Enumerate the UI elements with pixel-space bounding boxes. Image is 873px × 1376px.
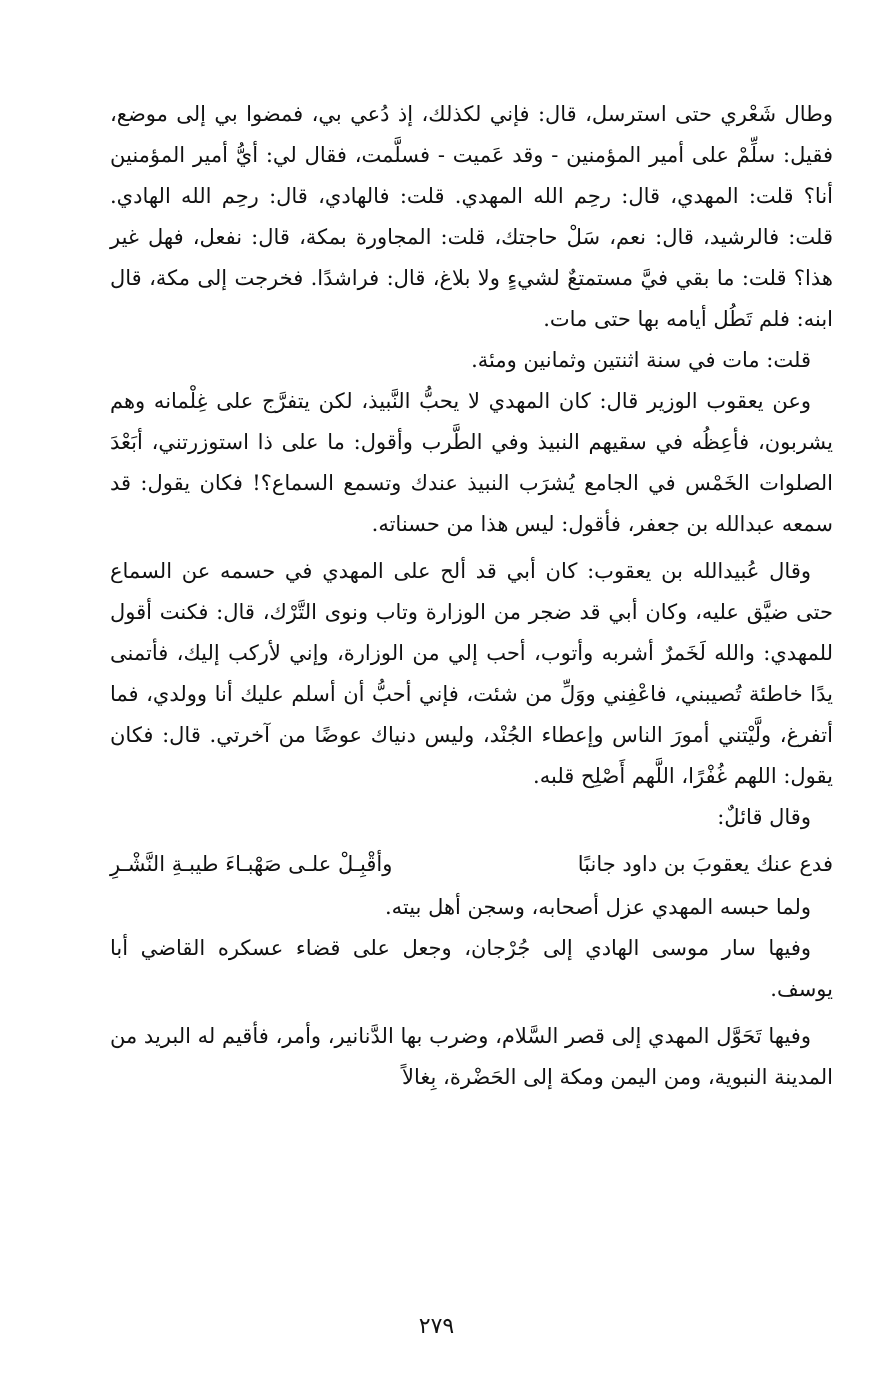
paragraph-rashid-audience: وطال شَعْري حتى استرسل، قال: فإني لكذلك، إذ دُعي بي، فمضوا بي إلى موضع، فقيل: سلِّمْ على أمير المؤمنين - وقد عَميت - فسلَّمت، فقال لي: أيُّ أمير المؤمنين أنا؟ قلت: المهدي، قال: رحِم الله المهدي. قلت: فالهادي، قال: رحِم الله الهادي. قلت: فالرشيد، قال: نعم، سَلْ حاجتك، قلت: المجاورة بمكة، قال: نفعل، فهل غير هذا؟ قلت: ما بقي فيَّ مستمتعٌ لشيءٍ ولا بلاغ، قال: فراشدًا. فخرجت إلى مكة، قال ابنه: فلم تَطُل أيامه بها حتى مات. [110,102,833,331]
paragraph-yaqub-wazir-nabidh: وعن يعقوب الوزير قال: كان المهدي لا يحبُّ النَّبيذ، لكن يتفرَّج على غِلْمانه وهم يشربون، فأعِظُه في سقيهم النبيذ وفي الطَّرب وأقول: ما على ذا استوزرتني، أبَعْدَ الصلوات الخَمْس في الجامع يُشرَب النبيذ عندك وتسمع السماع؟! فكان يقول: قد سمعه عبدالله بن جعفر، فأقول: ليس هذا من حسناته. [110,389,833,536]
verse-second-hemistich: وأقْبِـلْ علـى صَهْبـاءَ طيبـةِ النَّشْـرِ [110,852,393,876]
paragraph-imprisonment: ولما حبسه المهدي عزل أصحابه، وسجن أهل بيته. [384,895,811,919]
paragraph-death-note: قلت: مات في سنة اثنتين وثمانين ومئة. [471,348,811,372]
paragraph-ubaydallah-account: وقال عُبيدالله بن يعقوب: كان أبي قد ألح على المهدي في حسمه عن السماع حتى ضيَّق عليه، وكان أبي قد ضجر من الوزارة وتاب ونوى التَّرْك، قال: فكنت أقول للمهدي: والله لَخَمرٌ أشربه وأتوب، أحب إلي من الوزارة، وإني لأركب إليك، فأتمنى يدًا خاطئة تُصيبني، فاعْفِني ووَلِّ من شئت، فإني أحبُّ أن أسلم عليك أنا وولدي، فما أتفرغ، ولَّيْتني أمورَ الناس وإعطاء الجُنْد، وليس دنياك عوضًا من آخرتي. قال: فكان يقول: اللهم غُفْرًا، اللَّهم أَصْلِح قلبه. [110,559,833,788]
page-number: ٢٧٩ [418,1314,455,1339]
poetry-verse [110,844,833,885]
paragraph-musa-jurjan: وفيها سار موسى الهادي إلى جُرْجان، وجعل على قضاء عسكره القاضي أبا يوسف. [110,936,833,1001]
paragraph-poet-intro: وقال قائلٌ: [717,805,811,829]
page-body-text [110,94,833,1098]
paragraph-qasr-al-salam: وفيها تَحَوَّل المهدي إلى قصر السَّلام، وضرب بها الدَّنانير، وأمر، فأقيم له البريد من المدينة النبوية، ومن اليمن ومكة إلى الحَضْرة، بِغالاً [110,1024,833,1089]
verse-first-hemistich: فدع عنك يعقوبَ بن داود جانبًا [577,852,833,876]
